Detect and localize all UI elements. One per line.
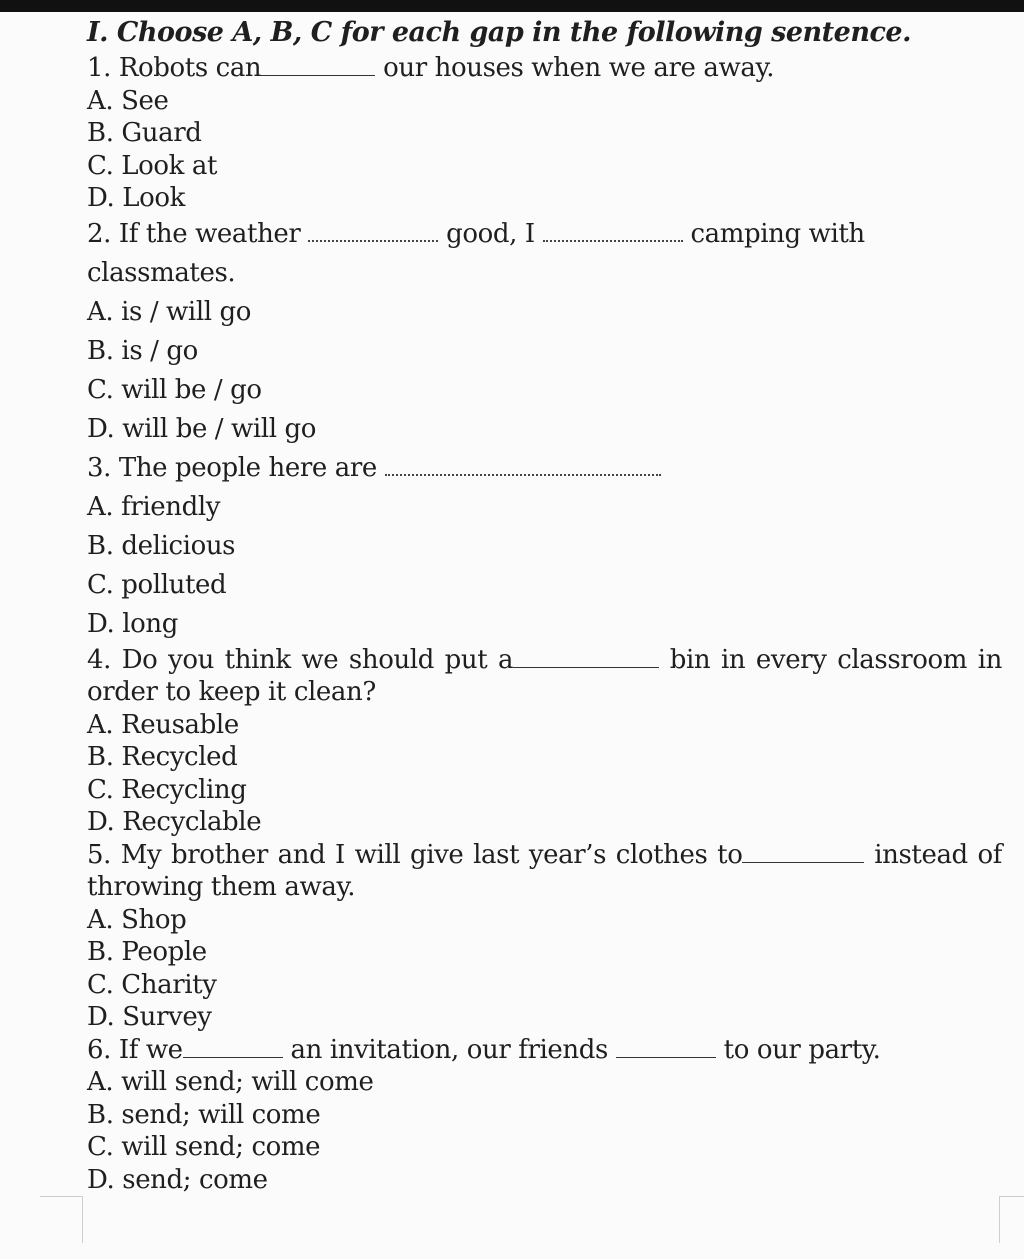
question-3 [87,449,1002,644]
question-6 [87,1034,1002,1197]
option-b[interactable]: B. delicious [87,530,236,561]
answer-blank[interactable] [261,53,375,76]
answer-blank-1[interactable] [183,1035,283,1058]
option-a[interactable]: A. See [87,85,169,116]
question-2-continuation: classmates. [87,257,236,288]
question-1-prefix: 1. Robots can [87,53,262,83]
option-c[interactable]: C. polluted [87,569,227,600]
option-a[interactable]: A. Reusable [87,709,239,740]
question-2-middle: good, I [438,218,543,249]
question-5-suffix: instead of throwing them away. [87,839,1002,902]
question-6-prefix: 6. If we [87,1034,183,1065]
answer-blank-2[interactable] [543,220,683,242]
option-a[interactable]: A. is / will go [87,296,252,327]
option-d[interactable]: D. send; come [87,1164,268,1195]
option-a[interactable]: A. friendly [87,491,221,522]
question-5 [87,839,1002,1034]
question-1-text [87,52,1002,85]
option-d[interactable]: D. long [87,608,179,639]
option-d[interactable]: D. Recyclable [87,807,262,837]
answer-blank-1[interactable] [308,220,438,242]
question-2-text [87,215,1002,254]
question-4-prefix: 4. Do you think we should put a [87,644,514,675]
question-2-suffix: camping with [682,218,865,249]
option-d[interactable]: D. Survey [87,1002,212,1032]
worksheet [87,14,1002,1196]
question-5-prefix: 5. My brother and I will give last year’s clothes to [87,839,743,870]
option-d[interactable]: D. will be / will go [87,413,316,444]
page-corner-marker-right [999,1196,1024,1243]
exercise-heading: I. Choose A, B, C for each gap in the following sentence. [87,17,911,48]
question-4-suffix: bin in every classroom in order to keep it clean? [87,644,1002,707]
option-c[interactable]: C. Charity [87,969,217,1000]
question-3-text [87,449,1002,488]
option-b[interactable]: B. is / go [87,335,198,366]
option-c[interactable]: C. will send; come [87,1132,321,1162]
question-2-prefix: 2. If the weather [87,218,309,249]
question-1-suffix: our houses when we are away. [375,53,775,83]
option-c[interactable]: C. Recycling [87,774,247,805]
answer-blank[interactable] [742,840,864,863]
option-b[interactable]: B. Recycled [87,742,238,772]
answer-blank[interactable] [385,454,661,476]
option-c[interactable]: C. will be / go [87,374,262,405]
question-5-text [87,839,1002,904]
question-2 [87,215,1002,449]
page-corner-marker-left [40,1196,83,1243]
option-a[interactable]: A. will send; will come [87,1067,374,1097]
answer-blank-2[interactable] [616,1035,716,1058]
option-c[interactable]: C. Look at [87,150,218,181]
question-6-suffix: to our party. [715,1034,881,1065]
option-a[interactable]: A. Shop [87,904,187,935]
answer-blank[interactable] [513,645,659,668]
question-6-text [87,1034,1002,1067]
question-4 [87,644,1002,839]
top-border [0,0,1024,12]
option-b[interactable]: B. People [87,937,207,967]
question-3-prefix: 3. The people here are [87,452,385,483]
option-b[interactable]: B. Guard [87,118,202,148]
question-4-text [87,644,1002,709]
option-b[interactable]: B. send; will come [87,1099,321,1130]
option-d[interactable]: D. Look [87,183,185,213]
question-6-middle: an invitation, our friends [282,1034,616,1065]
question-1 [87,52,1002,215]
